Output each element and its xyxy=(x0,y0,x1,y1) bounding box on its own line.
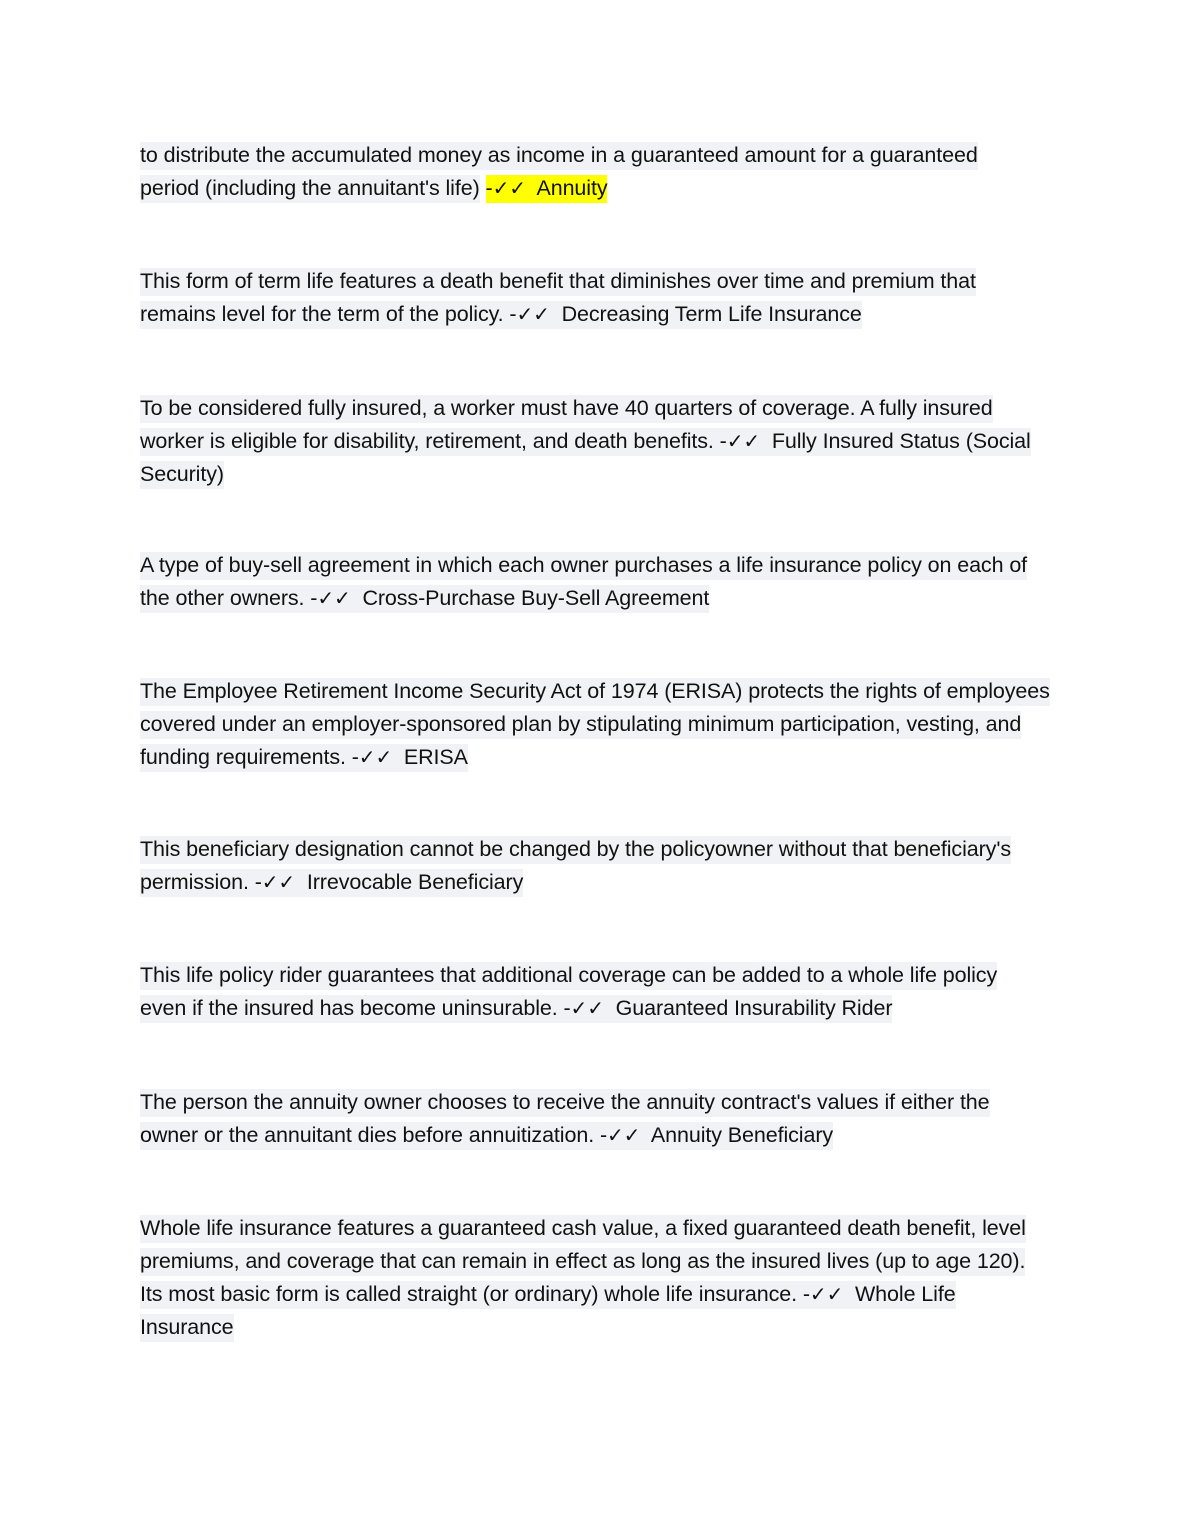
question-text: covered under an employer-sponsored plan by stipulating minimum participation, vesting, and xyxy=(140,711,1021,739)
double-check-icon: ✓✓ xyxy=(516,302,550,326)
separator: - xyxy=(509,302,517,326)
question-text: worker is eligible for disability, retirement, and death benefits. xyxy=(140,429,714,453)
answer-line xyxy=(140,995,892,1023)
answer-line xyxy=(140,585,709,613)
question-text: permission. xyxy=(140,870,249,894)
double-check-icon: ✓✓ xyxy=(570,996,604,1020)
separator: - xyxy=(351,745,359,769)
question-text: This form of term life features a death benefit that diminishes over time and premium that xyxy=(140,268,976,296)
separator: - xyxy=(802,1282,810,1306)
separator: - xyxy=(719,429,727,453)
flashcard-entry xyxy=(140,392,1050,491)
flashcard-entry xyxy=(140,139,1050,205)
answer-line xyxy=(140,1122,833,1150)
question-text: Whole life insurance features a guaranteed cash value, a fixed guaranteed death benefit, level xyxy=(140,1215,1026,1243)
double-check-icon: ✓✓ xyxy=(607,1123,641,1147)
double-check-icon: ✓✓ xyxy=(317,586,351,610)
question-text: Its most basic form is called straight (or ordinary) whole life insurance. xyxy=(140,1282,797,1306)
question-text: A type of buy-sell agreement in which each owner purchases a life insurance policy on each of xyxy=(140,552,1027,580)
answer-line xyxy=(140,428,1031,456)
separator: - xyxy=(563,996,571,1020)
answer-text: Fully Insured Status (Social xyxy=(771,429,1031,453)
question-text: premiums, and coverage that can remain in effect as long as the insured lives (up to age 120). xyxy=(140,1248,1025,1276)
question-text: This life policy rider guarantees that additional coverage can be added to a whole life policy xyxy=(140,962,997,990)
answer-line xyxy=(140,301,862,329)
separator: - xyxy=(485,176,493,200)
flashcard-entry xyxy=(140,549,1050,615)
separator: - xyxy=(254,870,262,894)
question-text: The person the annuity owner chooses to receive the annuity contract's values if either the xyxy=(140,1089,990,1117)
question-text: even if the insured has become uninsurable. xyxy=(140,996,558,1020)
answer-text: Annuity Beneficiary xyxy=(650,1123,834,1147)
double-check-icon: ✓✓ xyxy=(809,1282,844,1306)
double-check-icon: ✓✓ xyxy=(358,745,393,769)
separator: - xyxy=(310,586,318,610)
answer-text: Security) xyxy=(140,461,224,489)
double-check-icon: ✓✓ xyxy=(726,429,761,453)
flashcard-entry xyxy=(140,1086,1050,1152)
question-text: owner or the annuitant dies before annuitization. xyxy=(140,1123,595,1147)
answer-line xyxy=(140,744,468,772)
question-text: This beneficiary designation cannot be changed by the policyowner without that beneficiary's xyxy=(140,836,1011,864)
flashcard-entry xyxy=(140,1212,1050,1344)
answer-text: Decreasing Term Life Insurance xyxy=(561,302,862,326)
answer-line xyxy=(140,869,523,897)
answer-text: Guaranteed Insurability Rider xyxy=(615,996,893,1020)
question-text: period (including the annuitant's life) xyxy=(140,175,480,203)
question-text: To be considered fully insured, a worker must have 40 quarters of coverage. A fully insured xyxy=(140,395,993,423)
answer-line xyxy=(140,1281,956,1309)
double-check-icon: ✓✓ xyxy=(492,176,526,200)
answer-text: Cross-Purchase Buy-Sell Agreement xyxy=(362,586,710,610)
question-text: funding requirements. xyxy=(140,745,346,769)
flashcard-entry xyxy=(140,959,1050,1025)
answer-highlight xyxy=(486,175,608,203)
flashcard-entry xyxy=(140,675,1050,774)
answer-text: Irrevocable Beneficiary xyxy=(306,870,524,894)
question-text: to distribute the accumulated money as income in a guaranteed amount for a guaranteed xyxy=(140,142,978,170)
flashcard-entry xyxy=(140,833,1050,899)
double-check-icon: ✓✓ xyxy=(261,870,296,894)
answer-text: Insurance xyxy=(140,1314,234,1342)
flashcard-entry xyxy=(140,265,1050,331)
answer-text: ERISA xyxy=(403,745,468,769)
question-text: The Employee Retirement Income Security Act of 1974 (ERISA) protects the rights of employees xyxy=(140,678,1050,706)
separator: - xyxy=(599,1123,608,1147)
answer-text: Annuity xyxy=(536,176,608,200)
question-text: the other owners. xyxy=(140,586,305,610)
question-text: remains level for the term of the policy. xyxy=(140,302,504,326)
answer-text: Whole Life xyxy=(854,1282,956,1306)
